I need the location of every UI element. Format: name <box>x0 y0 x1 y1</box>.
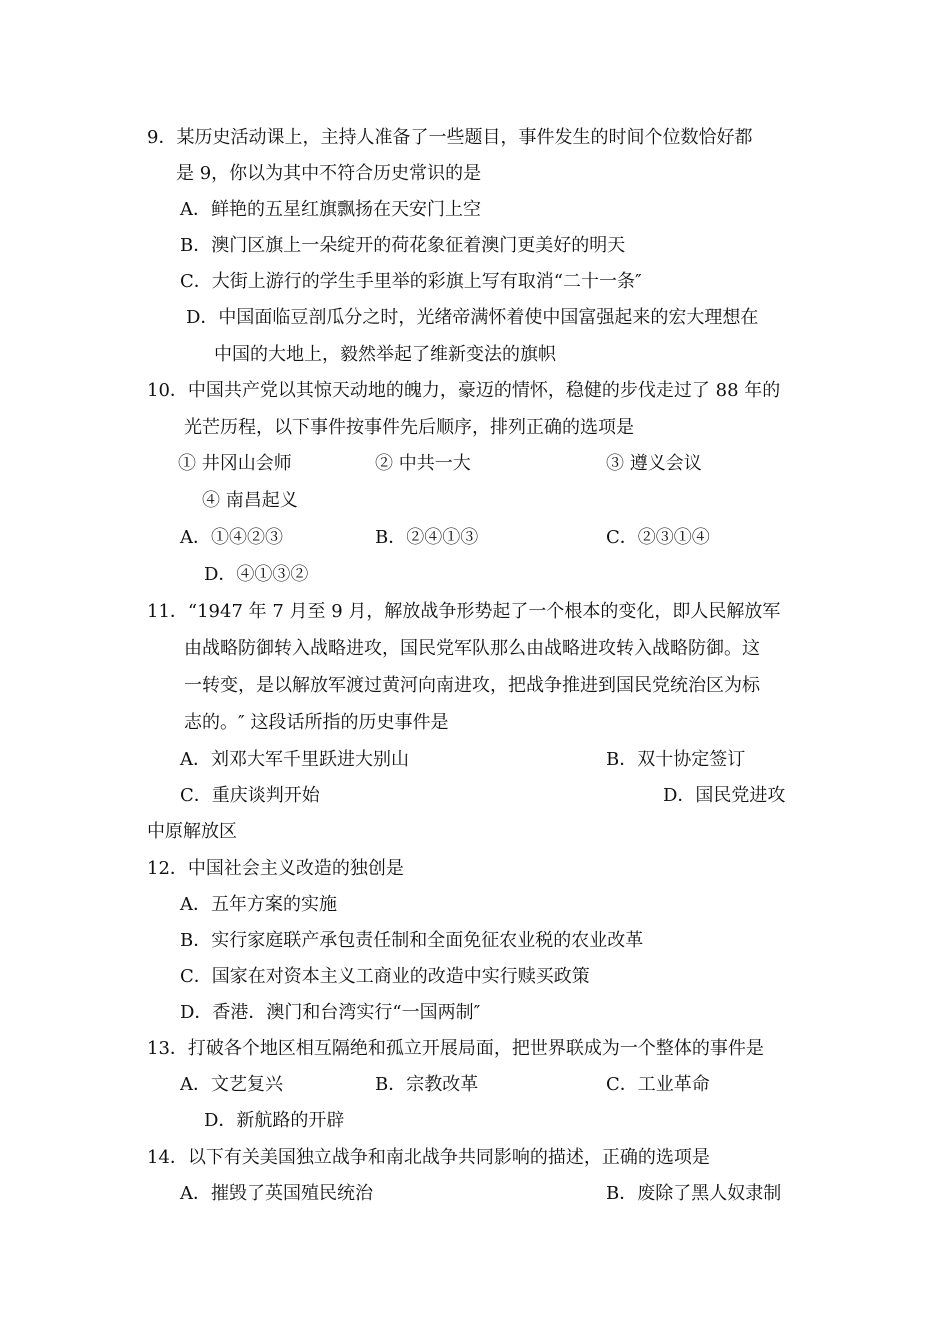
q9-stem-line2: 是 9，你以为其中不符合历史常识的是 <box>176 163 482 184</box>
q14-option-a: A．摧毁了英国殖民统治 <box>180 1183 373 1204</box>
q9-option-a: A．鲜艳的五星红旗飘扬在天安门上空 <box>180 199 481 220</box>
q13-option-b: B．宗教改革 <box>375 1074 479 1095</box>
q10-item-3: ③ 遵义会议 <box>606 453 702 474</box>
q13-stem: 13．打破各个地区相互隔绝和孤立开展局面，把世界联成为一个整体的事件是 <box>147 1038 764 1059</box>
q11-stem-line3: 一转变，是以解放军渡过黄河向南进攻，把战争推进到国民党统治区为标 <box>184 675 760 696</box>
q11-stem-line4: 志的。″ 这段话所指的历史事件是 <box>184 712 449 733</box>
q10-option-d: D．④①③② <box>204 564 309 585</box>
q11-option-a: A．刘邓大军千里跃进大别山 <box>180 749 409 770</box>
q11-stem-line1: 11．“1947 年 7 月至 9 月，解放战争形势起了一个根本的变化，即人民解放军 <box>147 601 781 622</box>
q10-option-a: A．①④②③ <box>180 527 283 548</box>
q12-option-d: D．香港．澳门和台湾实行“一国两制″ <box>180 1002 481 1023</box>
q9-option-d-line1: D．中国面临豆剖瓜分之时，光绪帝满怀着使中国富强起来的宏大理想在 <box>186 307 759 328</box>
q14-option-b: B．废除了黑人奴隶制 <box>606 1183 782 1204</box>
q9-option-b: B．澳门区旗上一朵绽开的荷花象征着澳门更美好的明天 <box>180 235 626 256</box>
q13-option-a: A．文艺复兴 <box>180 1074 283 1095</box>
q10-stem-line2: 光芒历程，以下事件按事件先后顺序，排列正确的选项是 <box>184 417 634 438</box>
q10-item-1: ① 井冈山会师 <box>178 453 292 474</box>
q10-item-4: ④ 南昌起义 <box>202 490 298 511</box>
q12-option-a: A．五年方案的实施 <box>180 894 337 915</box>
q13-option-c: C．工业革命 <box>606 1074 710 1095</box>
q14-stem: 14．以下有关美国独立战争和南北战争共同影响的描述，正确的选项是 <box>147 1147 710 1168</box>
q11-option-d-part2: 中原解放区 <box>147 821 237 842</box>
q13-option-d: D．新航路的开辟 <box>204 1110 345 1131</box>
q11-option-d-part1: D．国民党进攻 <box>663 785 786 806</box>
q10-option-c: C．②③①④ <box>606 527 710 548</box>
q11-option-b: B．双十协定签订 <box>606 749 746 770</box>
q10-item-2: ② 中共一大 <box>375 453 471 474</box>
q11-option-c: C．重庆谈判开始 <box>180 785 320 806</box>
q11-stem-line2: 由战略防御转入战略进攻，国民党军队那么由战略进攻转入战略防御。这 <box>184 638 760 659</box>
q10-option-b: B．②④①③ <box>375 527 479 548</box>
q9-stem-line1: 9．某历史活动课上，主持人准备了一些题目，事件发生的时间个位数恰好都 <box>147 127 753 148</box>
q10-stem-line1: 10．中国共产党以其惊天动地的魄力，豪迈的情怀，稳健的步伐走过了 88 年的 <box>147 380 781 401</box>
q12-option-b: B．实行家庭联产承包责任制和全面免征农业税的农业改革 <box>180 930 644 951</box>
q12-option-c: C．国家在对资本主义工商业的改造中实行赎买政策 <box>180 966 590 987</box>
q9-option-c: C．大街上游行的学生手里举的彩旗上写有取消“二十一条″ <box>180 271 642 292</box>
q12-stem: 12．中国社会主义改造的独创是 <box>147 858 404 879</box>
q9-option-d-line2: 中国的大地上，毅然举起了维新变法的旗帜 <box>214 344 556 365</box>
